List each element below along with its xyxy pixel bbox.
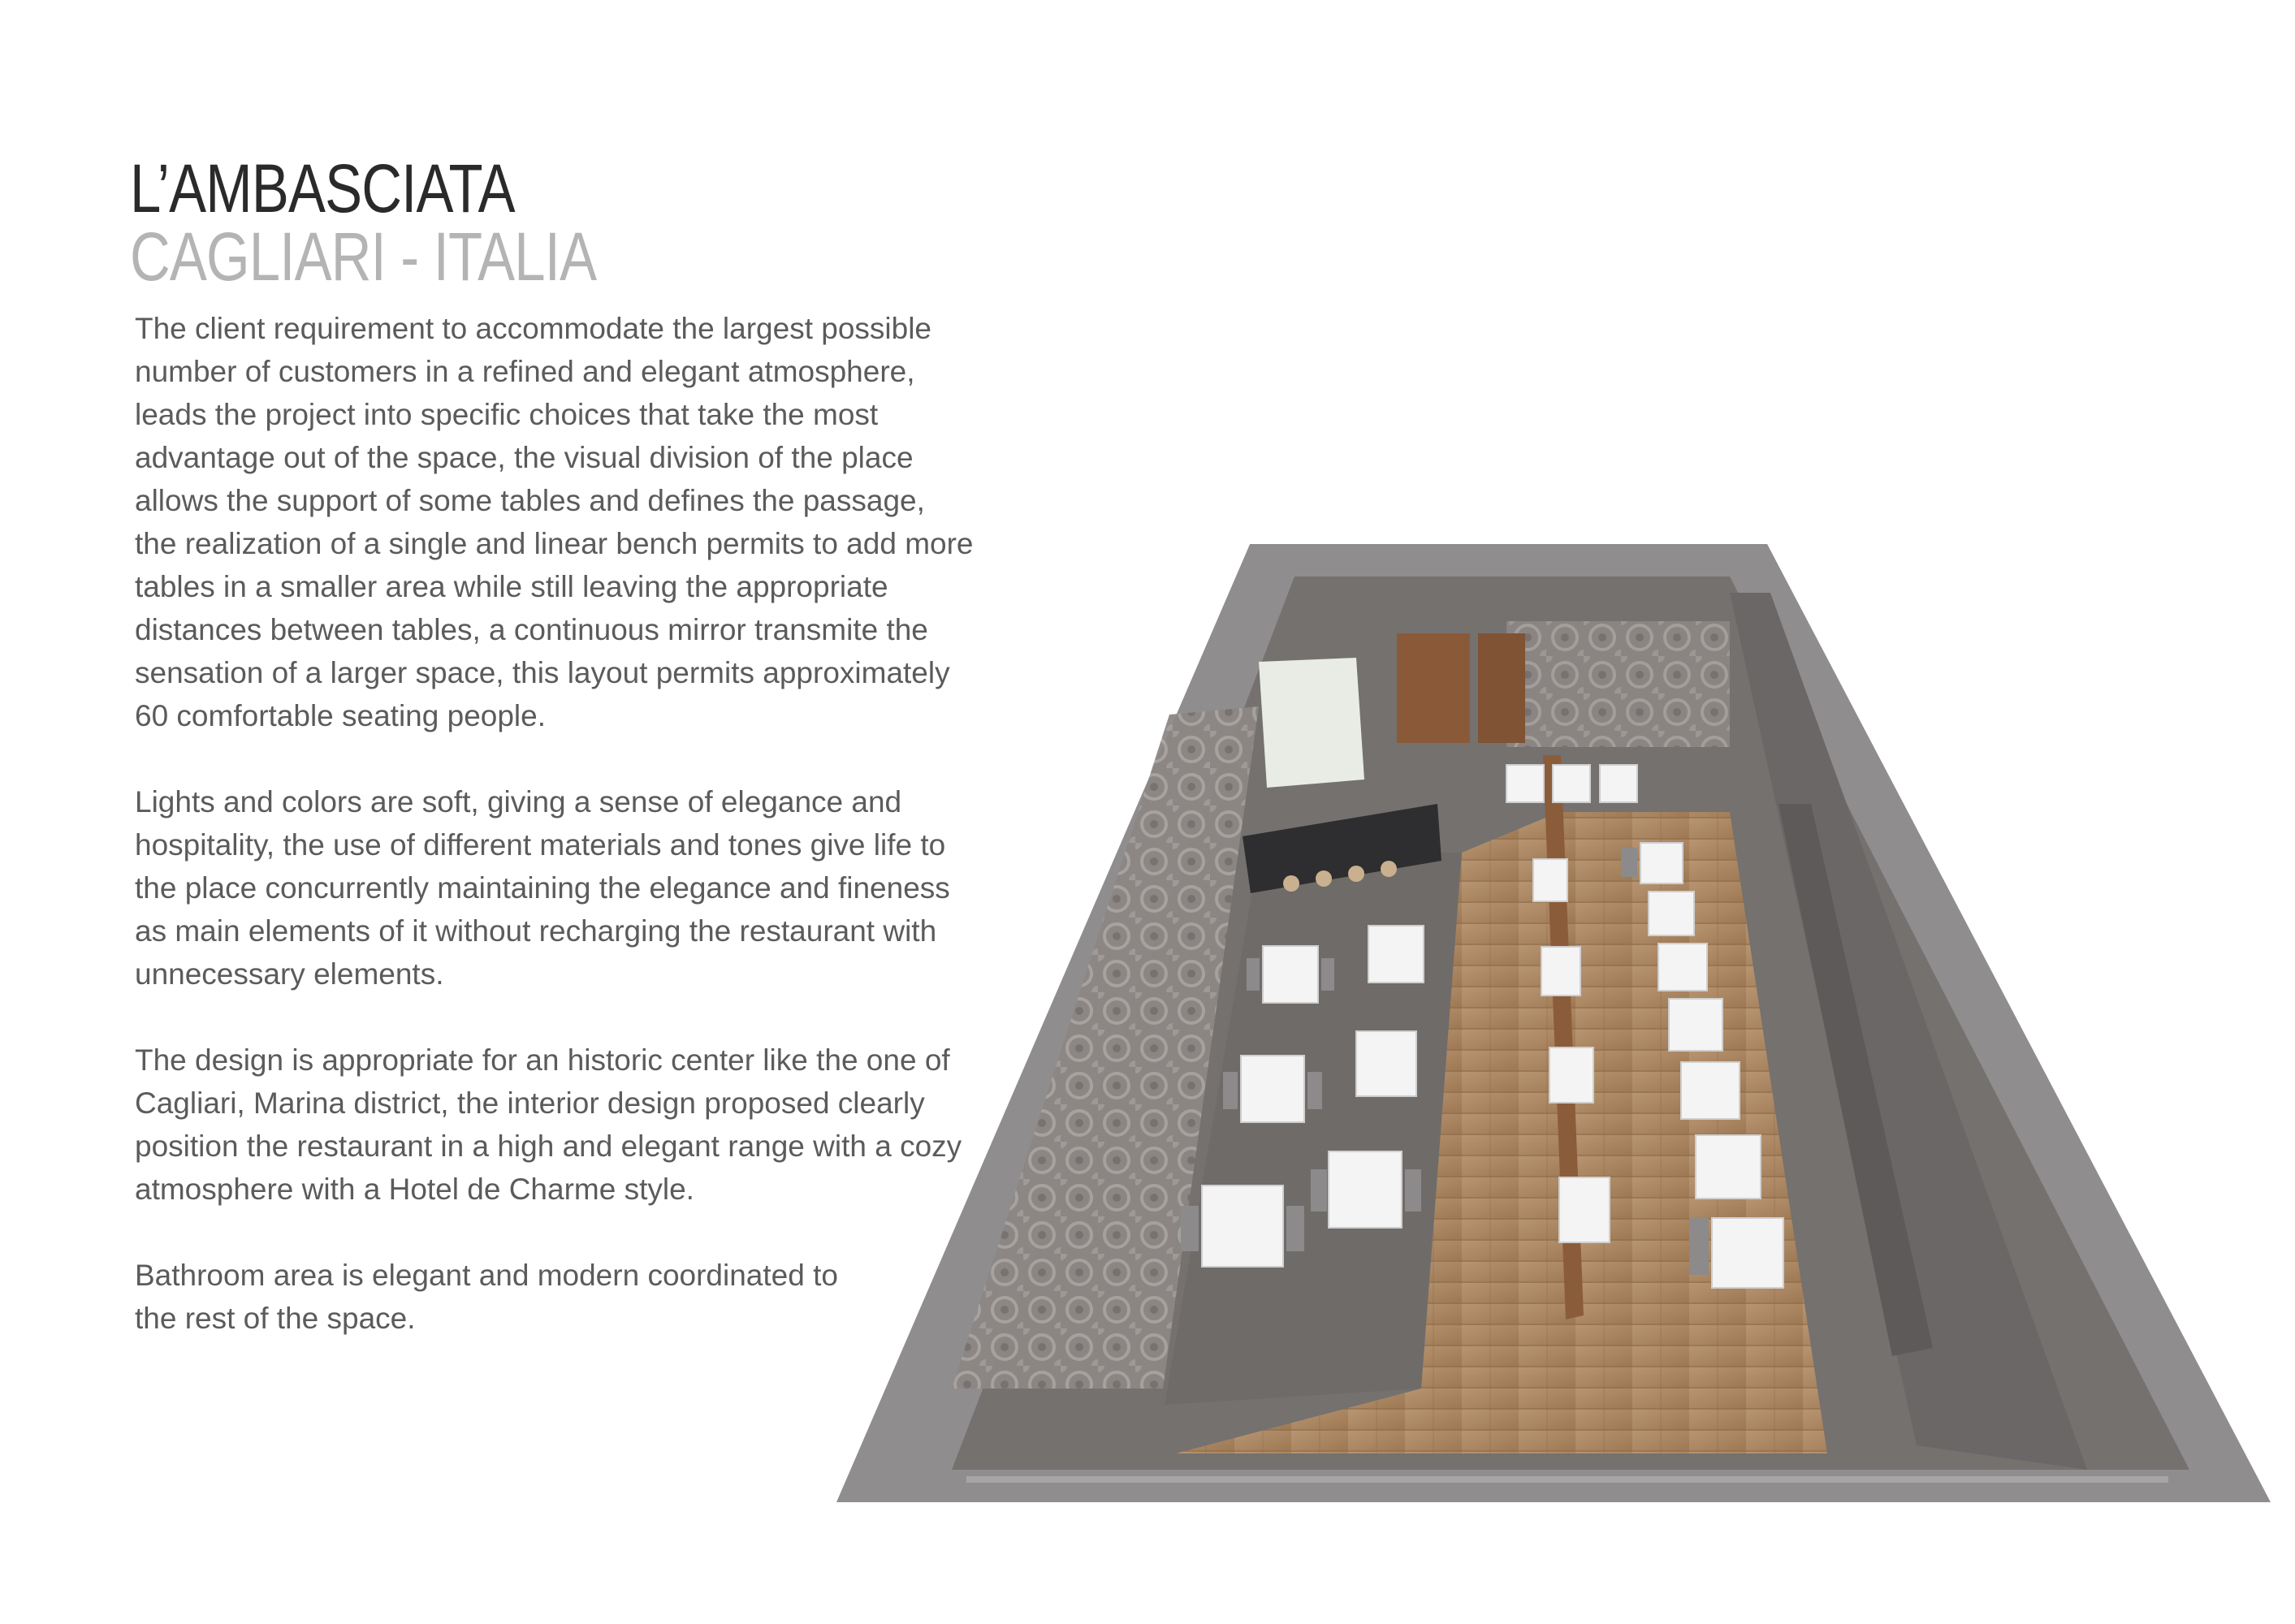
- wine-display: [1259, 658, 1364, 788]
- description-paragraph-4: Bathroom area is elegant and modern coordinated to the rest of the space.: [135, 1259, 838, 1335]
- wooden-door-left: [1397, 633, 1470, 743]
- description-paragraph-3: The design is appropriate for an historic center like the one of Cagliari, Marina district, the interior design proposed clearly position the restaurant in a high and elegant range with a cozy atmosphere with a Hotel de Charme style.: [135, 1043, 962, 1206]
- project-title: L’AMBASCIATA: [130, 150, 515, 227]
- project-location: CAGLIARI - ITALIA: [130, 218, 597, 295]
- tiled-wall-back: [1506, 621, 1730, 747]
- floor-plan-render: [836, 544, 2295, 1510]
- description-paragraph-2: Lights and colors are soft, giving a sense of elegance and hospitality, the use of different materials and tones give life to the place concurrently maintaining the elegance and fineness as main elements of it without recharging the restaurant with unnecessary elements.: [135, 785, 950, 991]
- description-paragraph-1: The client requirement to accommodate the largest possible number of customers in a refined and elegant atmosphere, leads the project into specific choices that take the most advantage out of the space, the visual division of the place allows the support of some tables and defines the passage, the realization of a single and linear bench permits to add more tables in a smaller area while still leaving the appropriate distances between tables, a continuous mirror transmite the sensation of a larger space, this layout permits approximately 60 comfortable seating people.: [135, 312, 974, 732]
- wooden-door-right: [1478, 633, 1525, 743]
- restaurant-3d-floor-plan: [836, 544, 2295, 1510]
